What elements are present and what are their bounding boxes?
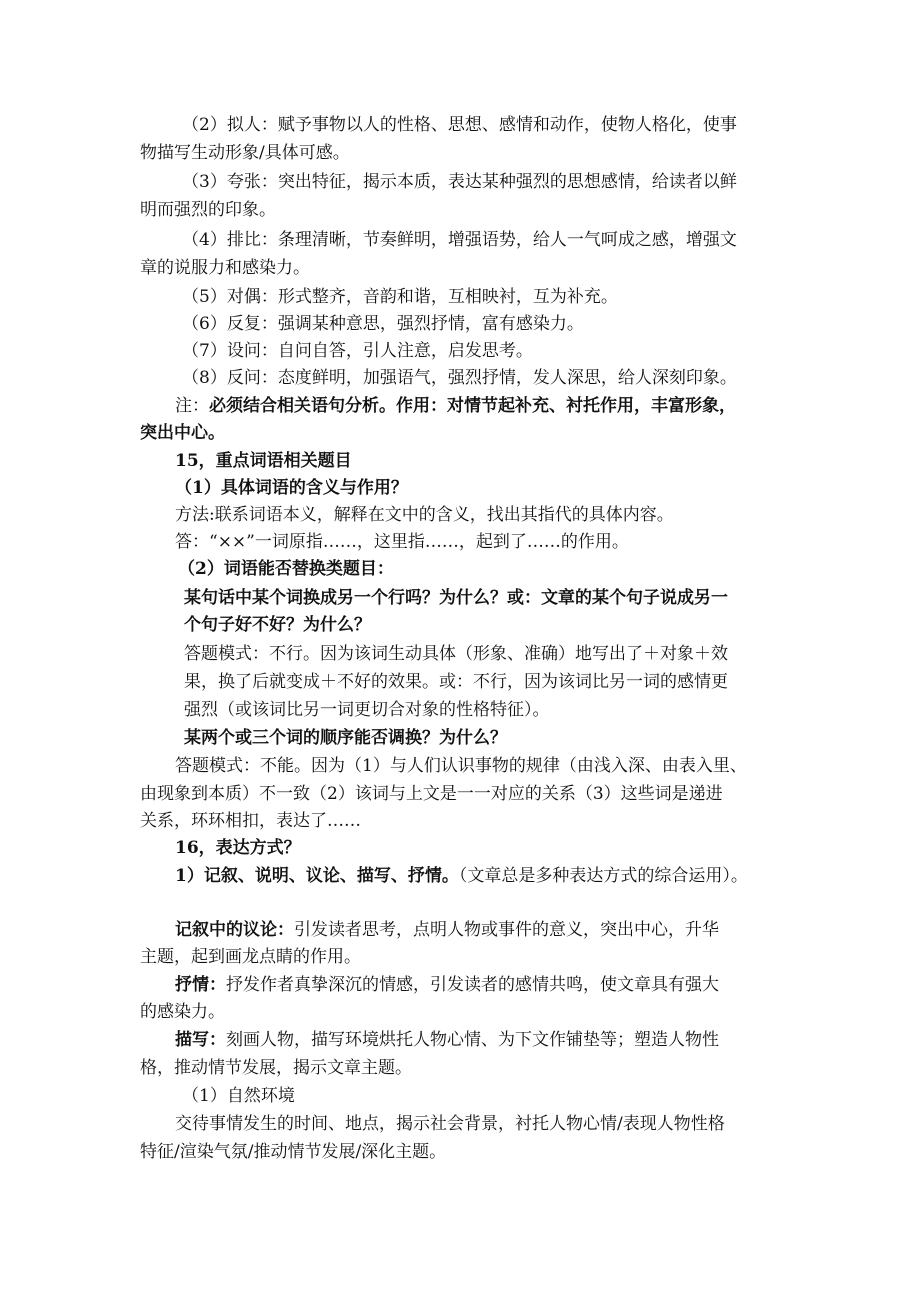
text-line [175,1028,719,1052]
note-text: 突出中心。 [140,423,225,443]
section-heading: 16，表达方式？ [175,838,301,858]
text-line: （7）设问：自问自答，引人注意，启发思考。 [182,341,533,361]
text-line: 格，推动情节发展，揭示文章主题。 [140,1058,412,1078]
term-text: 刻画人物，描写环境烘托人物心情、为下文作铺垫等；塑造人物性 [226,1030,719,1050]
text-line: 物描写生动形象/具体可感。 [140,143,350,163]
question-line: 个句子好不好？为什么？ [184,615,371,635]
text-line: （5）对偶：形式整齐，音韵和谐，互相映衬，互为补充。 [182,287,618,307]
text-line: 章的说服力和感染力。 [140,258,310,278]
note-text: 必须结合相关语句分析。作用：对情节起补充、衬托作用，丰富形象， [209,396,736,416]
term-label: 抒情： [175,975,226,995]
subsection-heading: （2）词语能否替换类题目： [178,559,394,579]
text-line: 关系，环环相扣，表达了…… [140,811,361,831]
modes-bold: 1）记叙、说明、议论、描写、抒情。 [175,866,459,886]
text-line: （2）拟人：赋予事物以人的性格、思想、感情和动作，使物人格化，使事 [182,115,737,135]
text-line: 答题模式：不行。因为该词生动具体（形象、准确）地写出了＋对象＋效 [184,644,728,664]
text-line: （4）排比：条理清晰，节奏鲜明，增强语势，给人一气呵成之感，增强文 [182,230,737,250]
term-label: 描写： [175,1030,226,1050]
question-line: 某句话中某个词换成另一个行吗？为什么？或：文章的某个句子说成另一 [184,588,728,608]
note-line [175,394,736,418]
question-line: 某两个或三个词的顺序能否调换？为什么？ [184,728,507,748]
text-line: 明而强烈的印象。 [140,200,276,220]
text-line: （6）反复：强调某种意思，强烈抒情，富有感染力。 [182,314,584,334]
text-line: 果，换了后就变成＋不好的效果。或：不行，因为该词比另一词的感情更 [184,672,728,692]
text-line: 强烈（或该词比另一词更切合对象的性格特征）。 [184,700,550,720]
note-label: 注： [175,396,209,416]
text-line: 特征/渲染气氛/推动情节发展/深化主题。 [140,1142,447,1162]
text-line [175,864,748,888]
modes-note: （文章总是多种表达方式的综合运用）。 [458,866,748,886]
text-line: 答：“××”一词原指……，这里指……，起到了……的作用。 [175,532,629,552]
text-line: 方法:联系词语本义，解释在文中的含义，找出其指代的具体内容。 [175,505,674,525]
text-line: 的感染力。 [140,1002,225,1022]
term-label: 记叙中的议论： [175,920,294,940]
text-line: 交待事情发生的时间、地点，揭示社会背景，衬托人物心情/表现人物性格 [175,1114,725,1134]
text-line: 答题模式：不能。因为（1）与人们认识事物的规律（由浅入深、由表入里、 [175,756,747,776]
subsection-heading: （1）具体词语的含义与作用？ [175,478,408,498]
text-line [175,973,719,997]
term-text: 引发读者思考，点明人物或事件的意义，突出中心，升华 [294,920,719,940]
section-heading: 15，重点词语相关题目 [175,451,352,471]
subsection-heading: （1）自然环境 [182,1086,295,1106]
text-line: （8）反问：态度鲜明，加强语气，强烈抒情，发人深思，给人深刻印象。 [182,368,737,388]
text-line: （3）夸张：突出特征，揭示本质，表达某种强烈的思想感情，给读者以鲜 [182,172,737,192]
term-text: 抒发作者真挚深沉的情感，引发读者的感情共鸣，使文章具有强大 [226,975,719,995]
text-line [175,918,719,942]
text-line: 由现象到本质）不一致（2）该词与上文是一一对应的关系（3）这些词是递进 [140,784,723,804]
text-line: 主题，起到画龙点睛的作用。 [140,947,361,967]
